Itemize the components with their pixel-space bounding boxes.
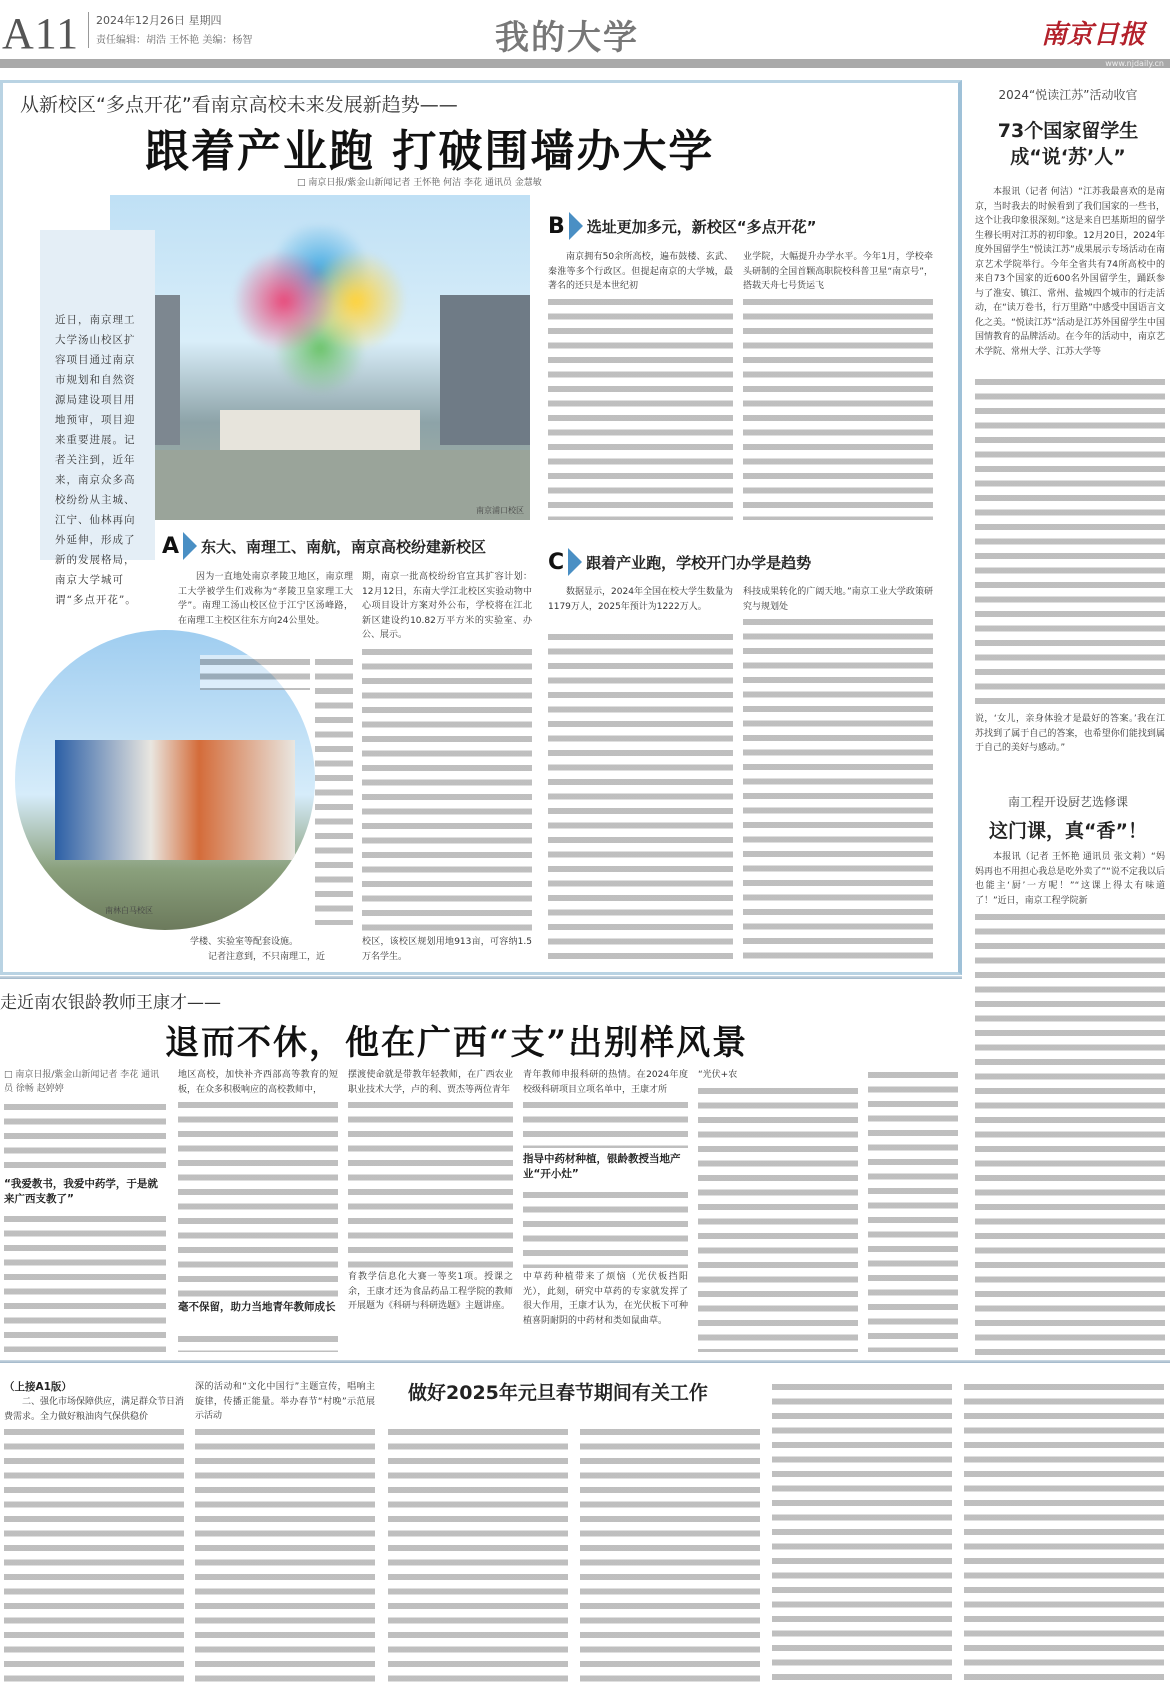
- text-lines: [772, 1380, 952, 1687]
- arrow-icon: [183, 532, 197, 560]
- article2-col4b: 中草药种植带来了烦恼（光伏板挡阳光），此刻，研究中草药的专家就发挥了很大作用，王康才认为，在光伏板下可种植喜阴耐阴的中药材和类如鼠曲草。: [523, 1272, 688, 1326]
- text-lines: [868, 1068, 958, 1352]
- section-b-col1: 南京拥有50余所高校，遍布鼓楼、玄武、秦淮等多个行政区。但提起南京的大学城，最著名的还只是本世纪初: [548, 252, 733, 291]
- section-b-col2: 业学院，大幅提升办学水平。今年1月，学校牵头研制的全国首颗高职院校科普卫星“南京号”，搭载天舟七号货运飞: [743, 252, 933, 291]
- section-letter: A: [162, 533, 180, 559]
- article3-title: 做好2025年元旦春节期间有关工作: [408, 1382, 708, 1404]
- section-c-col1: 数据显示，2024年全国在校大学生数量为1179万人，2025年预计为1222万人。: [548, 587, 733, 612]
- text-lines: [388, 1425, 568, 1687]
- text-lines: [743, 295, 933, 520]
- text-lines: [964, 1380, 1164, 1687]
- text-lines: [548, 630, 733, 960]
- section-a-col1: 因为一直地处南京孝陵卫地区，南京理工大学被学生们戏称为“孝陵卫皇家理工大学”。南理工汤山校区位于江宁区汤峰路，在南理工主校区往东方向24公里处。: [178, 572, 353, 626]
- header-bar: [0, 59, 1170, 68]
- section-title: 选址更加多元，新校区“多点开花”: [586, 217, 817, 236]
- article2-col3: 摆渡使命就是带教年轻教师，在广西农业职业技术大学，卢的利、贾杰等两位青年: [348, 1070, 513, 1095]
- right-article2-text: 本报讯（记者 王怀艳 通讯员 张文莉）“妈妈再也不用担心我总是吃外卖了”“说不定我以后也能主‘厨’一方呢！”“这课上得太有味道了！”近日，南京工程学院新: [975, 852, 1165, 906]
- text-lines: [178, 1332, 338, 1352]
- article2-subhead-2: 毫不保留，助力当地青年教师成长: [178, 1301, 336, 1313]
- section-a-heading: [162, 532, 486, 560]
- section-c-col2: 科技成果转化的广阔天地。”南京工业大学政策研究与规划处: [743, 587, 933, 612]
- right-article2-kicker: 南工程开设厨艺选修课: [1007, 795, 1128, 809]
- byline-text: 南京日报/紫金山新闻记者 李花 通讯员 徐畅 赵婷婷: [4, 1070, 160, 1094]
- divider: [0, 976, 962, 979]
- section-title: 跟着产业跑，学校开门办学是趋势: [586, 553, 812, 572]
- article2-col3b: 育教学信息化大赛一等奖1项。授课之余，王康才还为食品药品工程学院的教师开展题为《科研与科研选题》主题讲座。: [348, 1272, 513, 1311]
- text-lines: [4, 1212, 166, 1352]
- article3-col2: 深的活动和“文化中国行”主题宣传，唱响主旋律，传播正能量。举办春节“村晚”示范展示活动: [195, 1382, 375, 1421]
- photo-caption: 南京浦口校区: [476, 506, 524, 515]
- feature-byline: □ 南京日报/紫金山新闻记者 王怀艳 何洁 李花 通讯员 金慧敏: [297, 178, 542, 188]
- plaza: [110, 450, 530, 520]
- text-lines: [348, 1098, 513, 1268]
- section-title: 东大、南理工、南航，南京高校纷建新校区: [201, 537, 487, 556]
- right-article1-kicker: 2024“悦读江苏”活动收官: [998, 88, 1138, 102]
- article2-subhead-3: 指导中药材种植，银龄教授当地产业“开小灶”: [523, 1153, 681, 1180]
- article2-byline: □ 南京日报/紫金山新闻记者 李花 通讯员 徐畅 赵婷婷: [4, 1070, 160, 1094]
- text-lines: [975, 910, 1165, 1355]
- building: [55, 740, 295, 860]
- right-article1-ending: 说，‘女儿，亲身体验才是最好的答案。’我在江苏找到了属于自己的答案，也希望你们能找到属于自己的美好与感动。”: [975, 714, 1165, 753]
- issue-date: 2024年12月26日 星期四: [96, 14, 222, 27]
- text-lines: [200, 655, 310, 690]
- photo-caption: 南林白马校区: [105, 906, 153, 915]
- text-lines: [580, 1425, 760, 1687]
- text-lines: [315, 655, 353, 925]
- section-letter: C: [548, 549, 565, 575]
- article2-title: 退而不休，他在广西“支”出别样风景: [165, 1023, 749, 1063]
- article3-col1: 二、强化市场保障供应，满足群众节日消费需求。全力做好粮油肉气保供稳价: [4, 1397, 185, 1422]
- divider: [0, 1360, 1170, 1363]
- right-article1-text: 本报讯（记者 何洁）“江苏我最喜欢的是南京，当时我去的时候看到了我们国家的一些书，这个让我印象很深刻。”这是来自巴基斯坦的留学生穆长明对江苏的初印象。12月20日，2024年度外国留学生“悦读江苏”成果展示专场活动在南京艺术学院举行。今年全省共有74所高校中的来自73个国家的近600名外国留学生，踊跃参与了淮安、镇江、常州、盐城四个城市的行走活动，在“读万卷书，行万里路”中感受中国语言文化之美。“悦读江苏”活动是江苏外国留学生中国国情教育的品牌活动。在今年的活动中，南京艺术学院、常州大学、江苏大学等: [975, 187, 1165, 357]
- section-c-heading: [548, 548, 811, 576]
- campus-gate-photo: [110, 195, 530, 520]
- text-lines: [195, 1425, 375, 1687]
- right-article1-title: 73个国家留学生成“说‘苏’人”: [997, 120, 1139, 168]
- text-lines: [975, 375, 1165, 710]
- article2-subhead-1: “我爱教书，我爱中药学，于是就来广西支教了”: [4, 1178, 158, 1205]
- text-lines: [362, 645, 532, 935]
- text-lines: [548, 295, 733, 520]
- text-lines: [743, 615, 933, 960]
- article2-col4: 青年教师申报科研的热情。在2024年度校级科研项目立项名单中，王康才所: [523, 1070, 688, 1095]
- divider: [88, 12, 89, 48]
- section-a-end1: 学楼、实验室等配套设施。: [190, 937, 299, 947]
- text-lines: [178, 1098, 338, 1298]
- article2-col2: 地区高校，加快补齐西部高等教育的短板，在众多积极响应的高校教师中，: [178, 1070, 338, 1095]
- article2-col5: “光伏+农: [698, 1070, 738, 1080]
- page-number: A11: [2, 9, 80, 58]
- arrow-icon: [569, 212, 583, 240]
- section-a-end2: 记者注意到，不只南理工，近: [208, 952, 326, 962]
- section-a-col2: 期，南京一批高校纷纷官宣其扩容计划：12月12日，东南大学江北校区实验动物中心项目设计方案对外公布，学校将在江北新区建设约10.82万平方米的实验室、办公、展示。: [362, 572, 532, 640]
- arrow-icon: [568, 548, 582, 576]
- article2-kicker: 走近南农银龄教师王康才——: [0, 993, 221, 1013]
- editors: 责任编辑：胡浩 王怀艳 美编：杨智: [96, 35, 253, 46]
- feature-title: 跟着产业跑 打破围墙办大学: [145, 126, 715, 177]
- newspaper-logo: 南京日报: [1040, 20, 1145, 50]
- text-lines: [698, 1084, 858, 1352]
- section-letter: B: [548, 213, 565, 239]
- section-title: 我的大学: [495, 18, 639, 58]
- right-article2-title: 这门课，真“香”！: [989, 820, 1147, 842]
- article3-continued: （上接A1版）: [4, 1381, 72, 1393]
- website-url: www.njdaily.cn: [1105, 59, 1164, 68]
- text-lines: [523, 1188, 688, 1268]
- text-lines: [4, 1425, 184, 1687]
- byline-text: 南京日报/紫金山新闻记者 王怀艳 何洁 李花 通讯员 金慧敏: [308, 178, 542, 188]
- text-lines: [4, 1100, 166, 1170]
- colorful-sculpture: [230, 225, 410, 415]
- text-lines: [523, 1098, 688, 1148]
- section-b-heading: [548, 212, 817, 240]
- feature-intro: 近日，南京理工大学汤山校区扩容项目通过南京市规划和自然资源局建设项目用地预审，项目迎来重要进展。记者关注到，近年来，南京众多高校纷纷从主城、江宁、仙林再向外延伸，形成了新的发展格局，南京大学城可谓“多点开花”。: [55, 314, 137, 606]
- building-right: [440, 295, 530, 445]
- gate: [220, 410, 420, 450]
- section-a-end3: 校区，该校区规划用地913亩，可容纳1.5万名学生。: [362, 937, 532, 962]
- feature-kicker: 从新校区“多点开花”看南京高校未来发展新趋势——: [20, 94, 458, 116]
